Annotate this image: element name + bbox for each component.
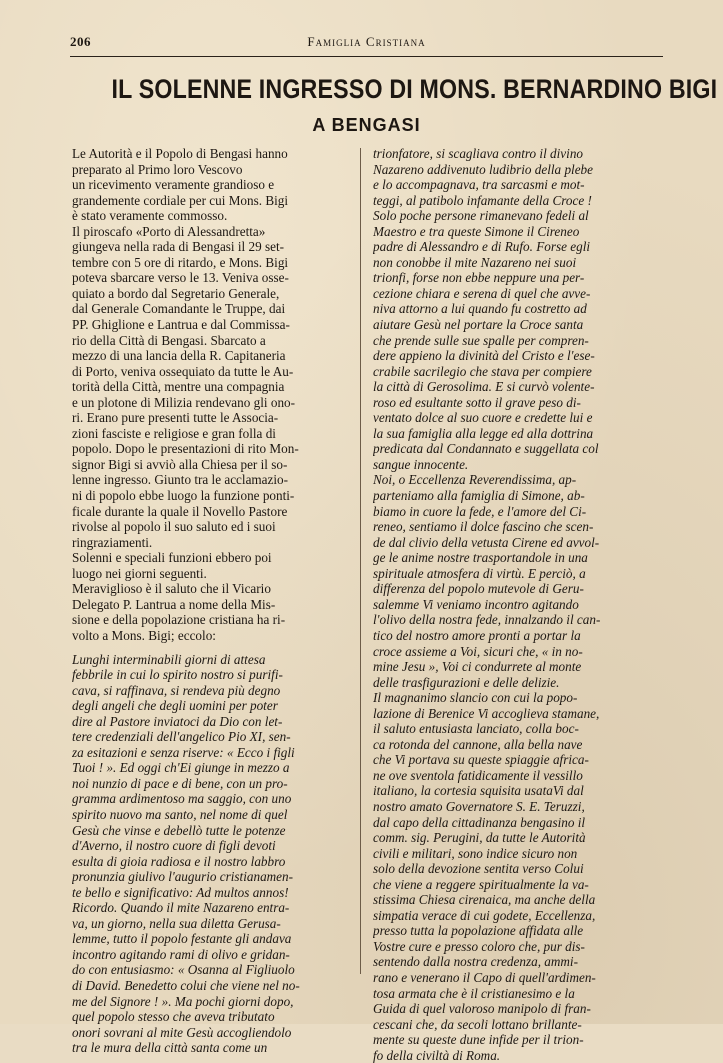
text-line: mezzo di una lancia della R. Capitaneria	[72, 348, 286, 364]
text-line: di David. Benedetto colui che viene nel no-	[72, 977, 300, 993]
text-line: febbrile in cui lo spirito nostro si purifi-	[72, 667, 283, 683]
text-line: ficale durante la quale il Novello Pastore	[72, 503, 288, 519]
text-line: crabile sacrilegio che stava per compiere	[373, 363, 592, 379]
text-line: quiato a bordo dal Segretario Generale,	[72, 285, 280, 301]
text-line: teggi, al patibolo infamante della Croce !	[373, 192, 592, 208]
text-line: che prende sulle sue spalle per compren-	[373, 332, 589, 348]
text-line: za esitazioni e senza riserve: « Ecco i figli	[72, 744, 295, 760]
text-line: di Porto, veniva ossequiato da tutte le Au-	[72, 363, 294, 379]
text-line: civili e militari, sono indice sicuro non	[373, 845, 578, 861]
text-line: Vostre cure e presso coloro che, pur dis-	[373, 938, 585, 954]
text-line: il saluto entusiasta lanciato, colla boc-	[373, 721, 579, 737]
text-line: va, un giorno, nella sua diletta Gerusa-	[72, 915, 281, 931]
text-line: sione e della popolazione cristiana ha ri-	[72, 612, 286, 628]
text-line: Lunghi interminabili giorni di attesa	[72, 651, 266, 667]
text-line: e lo accompagnava, tra sarcasmi e mot-	[373, 177, 585, 193]
text-line: ne ove sventola fatidicamente il vessillo	[373, 767, 583, 783]
text-line: delle trasfigurazioni e delle delizie.	[373, 674, 560, 690]
text-line: lazione di Berenice Vi accoglieva stamane,	[373, 705, 600, 721]
text-line: Maestro e tra queste Simone il Cireneo	[373, 223, 580, 239]
text-line: un ricevimento veramente grandioso e	[72, 177, 275, 193]
text-line: rivolse al popolo il suo saluto ed i suoi	[72, 519, 276, 535]
text-line: lenne ingresso. Giunto tra le acclamazio-	[72, 472, 289, 488]
running-title: Famiglia Cristiana	[307, 34, 426, 49]
text-line: pronunzia giulivo l'augurio cristianamen-	[72, 869, 294, 885]
text-line: zioni fasciste e religiose e gran folla di	[72, 425, 276, 441]
text-line: l'olivo della nostra fede, innalzando il can-	[373, 612, 601, 628]
text-line: trionfatore, si scagliava contro il divino	[373, 146, 584, 161]
text-line: Il magnanimo slancio con cui la popo-	[373, 690, 578, 706]
text-line: me del Signore ! ». Ma pochi giorni dopo,	[72, 993, 294, 1009]
text-line: esulta di gioia radiosa e il nostro labbro	[72, 853, 286, 869]
text-line: la sua famiglia alla legge ed alla dottrina	[373, 425, 594, 441]
text-line: Meraviglioso è il saluto che il Vicario	[72, 581, 271, 597]
text-line: Solo poche persone rimanevano fedeli al	[373, 208, 589, 224]
text-line: rio della Città di Bengasi. Sbarcato a	[72, 332, 266, 348]
text-line: mente su queste dune infide per il trion-	[373, 1032, 584, 1048]
header-rule	[70, 56, 663, 57]
text-line: roso ed esultante sotto il grave peso di-	[373, 394, 581, 410]
text-line: ni di popolo ebbe luogo la funzione ponti-	[72, 488, 295, 504]
text-line: reneo, sentiamo il dolce fascino che scen-	[373, 519, 594, 535]
text-line: gramma ardimentoso ma saggio, con uno	[72, 791, 292, 807]
text-line: presso tutta la popolazione affidata alle	[373, 923, 584, 939]
text-line: aiutare Gesù nel portare la Croce santa	[373, 317, 584, 333]
text-line: trionfi, forse non ebbe neppure una per-	[373, 270, 585, 286]
text-line: degli angeli che degli uomini per poter	[72, 698, 278, 714]
text-line: tra le mura della città santa come un	[72, 1040, 268, 1056]
text-line: luogo nei giorni seguenti.	[72, 565, 207, 581]
text-line: incontro agitando rami di olivo e gridan-	[72, 946, 290, 962]
text-line: ventato dolce al suo cuore e credette lui e	[373, 410, 593, 426]
page-number: 206	[70, 34, 91, 49]
text-line: che Vi portava su queste spiaggie africa-	[373, 752, 589, 768]
text-line: ca rotonda del cannone, alla bella nave	[373, 736, 583, 752]
text-line: noi nunzio di pace e di bene, con un pro-	[72, 775, 288, 791]
text-line: te bello e significativo: Ad multos annos!	[72, 884, 289, 900]
text-line: non conobbe il mite Nazareno nei suoi	[373, 254, 577, 270]
text-line: è stato veramente commosso.	[72, 208, 228, 224]
text-line: Tuoi ! ». Ed oggi ch'Ei giunge in mezzo a	[72, 760, 290, 776]
text-line: tosa armata che è il cristianesimo e la	[373, 985, 575, 1001]
text-line: spirituale atmosfera di virtù. E perciò, a	[373, 565, 586, 581]
article-subtitle: A BENGASI	[312, 115, 421, 135]
text-line: spirito nuovo ma santo, nel nome di quel	[72, 806, 288, 822]
text-line: dire al Pastore inviatoci da Dio con let-	[72, 713, 283, 729]
text-line: dere appieno la divinità del Cristo e l'ese-	[373, 348, 595, 364]
text-line: cescani che, da secoli lottano brillante-	[373, 1016, 582, 1032]
text-line: Ricordo. Quando il mite Nazareno entra-	[72, 900, 290, 916]
right-column	[373, 146, 659, 1063]
text-line: parteniamo alla famiglia di Simone, ab-	[373, 488, 585, 504]
text-line: cava, si raffinava, si rendeva più degno	[72, 682, 281, 698]
text-line: dal Generale Comandante le Truppe, dai	[72, 301, 286, 317]
text-line: Gesù che vinse e debellò tutte le potenze	[72, 822, 286, 838]
text-line: tembre con 5 ore di ritardo, e Mons. Bigi	[72, 254, 289, 270]
text-line: d'Averno, il nostro cuore di figli devoti	[72, 838, 276, 854]
text-line: signor Bigi si avviò alla Chiesa per il so-	[72, 456, 288, 472]
text-line: niva attorno a lui quando fu costretto ad	[373, 301, 587, 317]
text-line: poteva sbarcare verso le 13. Veniva osse-	[72, 270, 289, 286]
text-line: Il piroscafo «Porto di Alessandretta»	[72, 223, 266, 239]
text-line: tere credenziali dell'angelico Pio XI, sen-	[72, 729, 291, 745]
text-line: PP. Ghiglione e Lantrua e dal Commissa-	[72, 317, 290, 333]
text-line: quel popolo stesso che aveva tributato	[72, 1009, 275, 1025]
text-line: differenza del popolo mutevole di Geru-	[373, 581, 584, 597]
text-line: croce assieme a Voi, sicuri che, « in no-	[373, 643, 583, 659]
text-line: che viene a reggere spiritualmente la va-	[373, 876, 589, 892]
text-line: grandemente cordiale per cui Mons. Bigi	[72, 192, 289, 208]
text-line: biamo in cuore la fede, e l'amore del Ci-	[373, 503, 587, 519]
text-line: Nazareno addivenuto ludibrio della plebe	[373, 161, 594, 177]
text-line: do con entusiasmo: « Osanna al Figliuolo	[72, 962, 295, 978]
text-line: la città di Gerosolima. E si curvò volente-	[373, 379, 595, 395]
text-line: cezione chiara e serena di quel che avve-	[373, 285, 591, 301]
text-line: comm. sig. Perugini, da tutte le Autorità	[373, 830, 586, 846]
text-line: solo della devozione sentita verso Colui	[373, 861, 584, 877]
text-line: volto a Mons. Bigi; eccolo:	[72, 627, 216, 643]
text-line: e un plotone di Milizia rendevano gli ono-	[72, 394, 296, 410]
text-line: mine Jesu », Voi ci condurrete al monte	[373, 659, 582, 675]
text-line: italiano, la cortesia squisita usataVi dal	[373, 783, 584, 799]
text-line: Solenni e speciali funzioni ebbero poi	[72, 550, 272, 566]
text-line: padre di Alessandro e di Rufo. Forse egli	[373, 239, 591, 255]
text-line: rano e venerano il Capo di quell'ardimen-	[373, 969, 596, 985]
text-line: salemme Vi veniamo incontro agitando	[373, 596, 579, 612]
page-header	[70, 34, 663, 54]
text-line: stissima Chiesa cirenaica, ma anche della	[373, 892, 596, 908]
text-line: predicata dal Condannato e suggellata col	[373, 441, 599, 457]
text-line: torità della Città, mentre una compagnia	[72, 379, 285, 395]
paragraph-gap	[72, 644, 348, 652]
text-line: sentendo dalla nostra credenza, ammi-	[373, 954, 578, 970]
text-line: sangue innocente.	[373, 456, 469, 472]
text-line: ge le anime nostre trasportandole in una	[373, 550, 588, 566]
text-line: nostro amato Governatore S. E. Teruzzi,	[373, 798, 585, 814]
text-line: ringraziamenti.	[72, 534, 153, 550]
text-line: tico del nostro amore pronti a portar la	[373, 627, 581, 643]
text-line: Le Autorità e il Popolo di Bengasi hanno	[72, 146, 288, 161]
text-line: dal capo della cittadinanza bengasino il	[373, 814, 586, 830]
text-line: lemme, tutto il popolo festante gli andava	[72, 931, 292, 947]
text-line: giungeva nella rada di Bengasi il 29 set-	[72, 239, 285, 255]
text-line: preparato al Primo loro Vescovo	[72, 161, 243, 177]
text-line: ri. Erano pure presenti tutte le Associa-	[72, 410, 279, 426]
text-line: de dal clivio della vetusta Cirene ed avvol-	[373, 534, 600, 550]
left-column	[72, 146, 348, 1056]
text-line: onori sovrani al mite Gesù accogliendolo	[72, 1024, 292, 1040]
article-title: IL SOLENNE INGRESSO DI MONS. BERNARDINO BIGI	[111, 74, 718, 104]
column-divider	[360, 148, 361, 974]
text-line: Noi, o Eccellenza Reverendissima, ap-	[373, 472, 577, 488]
text-line: popolo. Dopo le presentazioni di rito Mon-	[72, 441, 299, 457]
text-line: Guida di quel valoroso manipolo di fran-	[373, 1001, 591, 1017]
text-line: fo della civiltà di Roma.	[373, 1047, 501, 1063]
text-line: Delegato P. Lantrua a nome della Mis-	[72, 596, 276, 612]
text-line: simpatia verace di cui godete, Eccellenza,	[373, 907, 596, 923]
